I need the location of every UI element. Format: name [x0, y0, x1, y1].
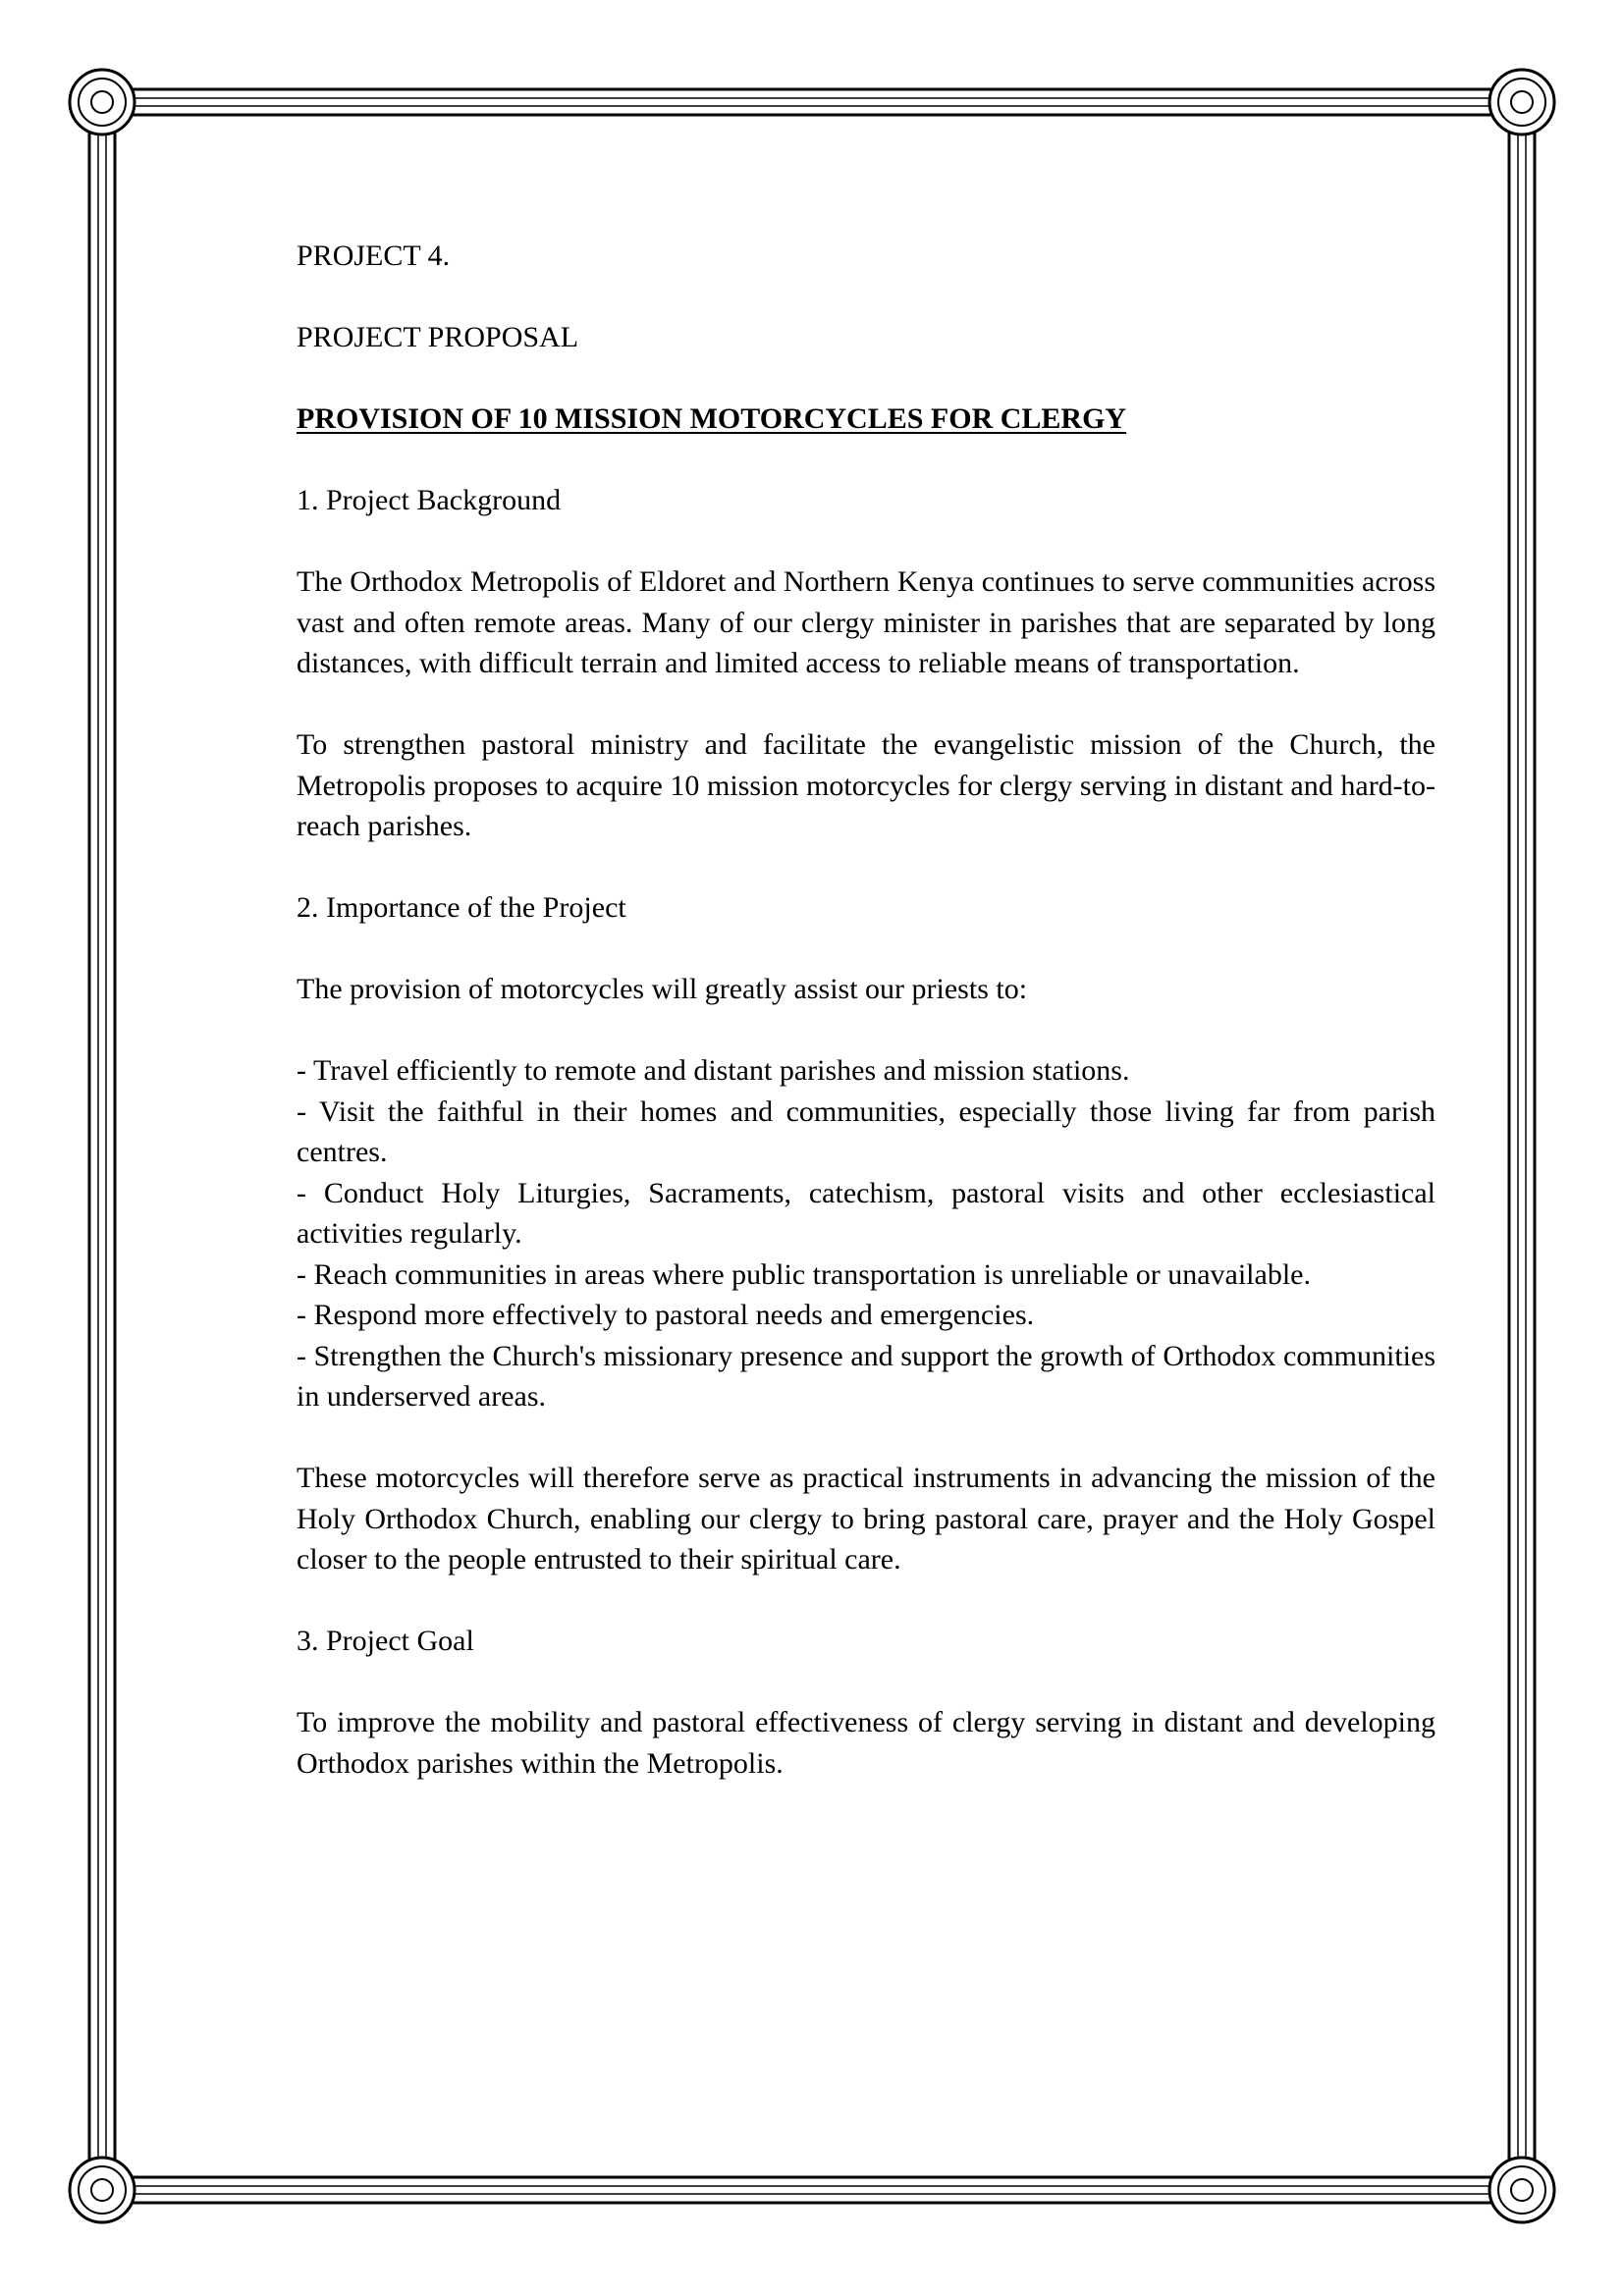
corner-ornament-top-left — [70, 70, 135, 134]
corner-ornament-bottom-left — [70, 2158, 135, 2222]
section1-paragraph-1: The Orthodox Metropolis of Eldoret and Northern Kenya continues to serve communities across vast and often remote areas. Many of our clergy minister in parishes that are separated by long distances, with difficult terrain and limited access to reliable means of transportation. — [297, 565, 1435, 679]
list-item: - Strengthen the Church's missionary presence and support the growth of Orthodox communities in underserved areas. — [297, 1339, 1435, 1413]
section3-paragraph: To improve the mobility and pastoral effectiveness of clergy serving in distant and developing Orthodox parishes within the Metropolis. — [297, 1706, 1435, 1780]
list-item: - Visit the faithful in their homes and communities, especially those living far from parish centres. — [297, 1095, 1435, 1168]
section1-heading: 1. Project Background — [297, 484, 562, 516]
document-body — [297, 236, 1435, 1825]
list-item: - Reach communities in areas where public transportation is unreliable or unavailable. — [297, 1257, 1311, 1291]
list-item: - Conduct Holy Liturgies, Sacraments, catechism, pastoral visits and other ecclesiastical activities regularly. — [297, 1176, 1435, 1250]
section2-bullet-list — [297, 1050, 1435, 1417]
section3-heading: 3. Project Goal — [297, 1625, 474, 1657]
section2-conclusion: These motorcycles will therefore serve as practical instruments in advancing the mission of the Holy Orthodox Church, enabling our clergy to bring pastoral care, prayer and the Holy Gospel closer to the people entrusted to their spiritual care. — [297, 1462, 1435, 1575]
project-number: PROJECT 4. — [297, 240, 451, 272]
section2-heading: 2. Importance of the Project — [297, 891, 626, 924]
section1-paragraph-2: To strengthen pastoral ministry and facilitate the evangelistic mission of the Church, the Metropolis proposes to acquire 10 mission motorcycles for clergy serving in distant and hard-to-reach parishes. — [297, 728, 1435, 842]
document-title: PROVISION OF 10 MISSION MOTORCYCLES FOR CLERGY — [297, 402, 1127, 435]
list-item: - Respond more effectively to pastoral needs and emergencies. — [297, 1299, 1035, 1331]
corner-ornament-top-right — [1489, 70, 1554, 134]
section2-intro: The provision of motorcycles will greatly assist our priests to: — [297, 973, 1028, 1005]
corner-ornament-bottom-right — [1489, 2158, 1554, 2222]
list-item: - Travel efficiently to remote and distant parishes and mission stations. — [297, 1054, 1130, 1087]
proposal-label: PROJECT PROPOSAL — [297, 321, 579, 353]
